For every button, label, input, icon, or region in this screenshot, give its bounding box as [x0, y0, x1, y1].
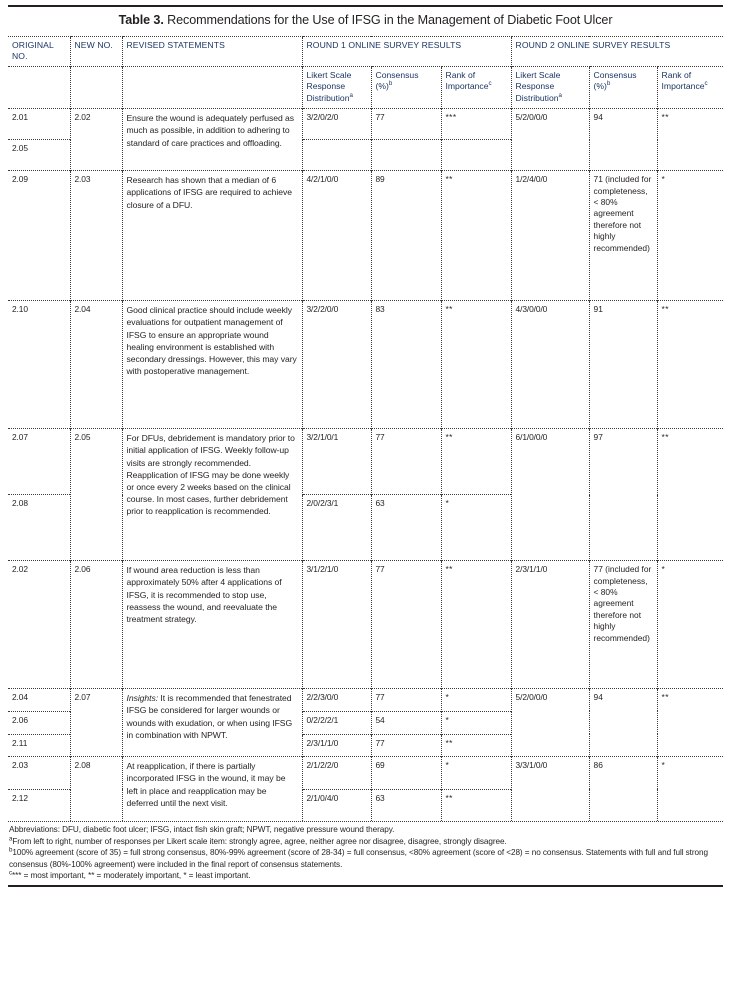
- table-header-row: [8, 37, 723, 67]
- statement-text: For DFUs, debridement is mandatory prior to initial application of IFSG. Weekly follow-up visits are strongly recommended. Reapplication of IFSG may be done weekly or once every 2 weeks based on the clinical course. In most cases, further debridement prior to reapplication is recommended.: [126, 433, 295, 517]
- cell-round2-likert: 5/2/0/0/0: [511, 689, 589, 757]
- footnote-marker-a: a: [349, 91, 353, 99]
- cell-new-no: 2.06: [70, 561, 122, 689]
- cell-original-no: 2.09: [8, 171, 70, 301]
- footnote-marker-c: c: [704, 80, 708, 88]
- cell-original-no: 2.05: [8, 140, 70, 171]
- col-header-revised-statements: REVISED STATEMENTS: [122, 37, 302, 67]
- statement-text: If wound area reduction is less than approximately 50% after 4 applications of IFSG, it is recommended to stop use, reassess the wound, and reevaluate the treatment strategy.: [126, 565, 282, 625]
- cell-original-no: 2.03: [8, 757, 70, 789]
- cell-new-no: 2.02: [70, 109, 122, 171]
- subheader-r1-consensus-text: Consensus (%): [375, 70, 419, 92]
- table-row: [8, 109, 723, 140]
- statement-text: At reapplication, if there is partially incorporated IFSG in the wound, it may be left in place and reapplication may be deferred until the next visit.: [126, 761, 286, 808]
- cell-round1-consensus: 63: [371, 495, 441, 561]
- cell-round1-consensus: 77: [371, 734, 441, 757]
- cell-round1-likert: 3/1/2/1/0: [302, 561, 371, 689]
- subheader-r2-likert-text: Likert Scale Response Distribution: [515, 70, 561, 103]
- cell-round2-rank: *: [657, 757, 723, 821]
- footnote-marker-c: c: [488, 80, 492, 88]
- statement-italic-lead: Insights:: [126, 693, 159, 704]
- subheader-blank-new: [70, 67, 122, 109]
- recommendations-table: [8, 36, 723, 821]
- table-body: [8, 109, 723, 821]
- cell-round2-rank: *: [657, 561, 723, 689]
- col-header-new-no: NEW NO.: [70, 37, 122, 67]
- cell-round1-consensus: 77: [371, 109, 441, 140]
- cell-round1-consensus: 69: [371, 757, 441, 789]
- subheader-r2-rank-text: Rank of Importance: [661, 70, 705, 92]
- subheader-r2-rank: [657, 67, 723, 109]
- footnote-c-marker: c: [9, 869, 13, 877]
- cell-original-no: 2.12: [8, 789, 70, 821]
- table-top-rule: [8, 5, 723, 7]
- footnote-c: [9, 870, 725, 882]
- cell-revised-statement: [122, 689, 302, 757]
- cell-round2-consensus: 77 (included for completeness, < 80% agreement therefore not highly recommended): [589, 561, 657, 689]
- cell-revised-statement: [122, 757, 302, 821]
- footnote-abbreviations: Abbreviations: DFU, diabetic foot ulcer; IFSG, intact fish skin graft; NPWT, negative pressure wound therapy.: [9, 825, 395, 834]
- cell-new-no: 2.08: [70, 757, 122, 821]
- statement-text: Research has shown that a median of 6 applications of IFSG are required to achieve closure of a DFU.: [126, 175, 292, 210]
- cell-revised-statement: [122, 561, 302, 689]
- cell-round1-rank: **: [441, 429, 511, 495]
- cell-round1-consensus: 77: [371, 689, 441, 712]
- col-header-round-2: ROUND 2 ONLINE SURVEY RESULTS: [511, 37, 723, 67]
- subheader-r2-consensus: [589, 67, 657, 109]
- cell-round2-consensus: 94: [589, 109, 657, 171]
- footnote-b-text: 100% agreement (score of 35) = full strong consensus, 80%-99% agreement (score of 28-34) = full consensus, <80% agreement (score of <28) = no consensus. Statements with full and full strong consensus (80%-100% agreement) were included in the final report of consensus statements.: [9, 848, 708, 869]
- table-row: [8, 301, 723, 429]
- table-caption-text: Recommendations for the Use of IFSG in the Management of Diabetic Foot Ulcer: [163, 13, 613, 27]
- table-row: [8, 689, 723, 712]
- cell-new-no: 2.03: [70, 171, 122, 301]
- cell-original-no: 2.01: [8, 109, 70, 140]
- footnote-marker-a: a: [558, 91, 562, 99]
- subheader-r1-likert-text: Likert Scale Response Distribution: [306, 70, 352, 103]
- cell-round1-consensus: 89: [371, 171, 441, 301]
- cell-original-no: 2.08: [8, 495, 70, 561]
- table-row: [8, 757, 723, 789]
- subheader-blank-statements: [122, 67, 302, 109]
- footnote-c-text: *** = most important, ** = moderately important, * = least important.: [12, 871, 251, 881]
- cell-round2-likert: 1/2/4/0/0: [511, 171, 589, 301]
- cell-round1-consensus: 63: [371, 789, 441, 821]
- cell-round1-likert: 4/2/1/0/0: [302, 171, 371, 301]
- table-row: [8, 171, 723, 301]
- cell-round2-consensus: 86: [589, 757, 657, 821]
- col-header-original-no: ORIGINAL NO.: [8, 37, 70, 67]
- cell-round1-likert: 2/3/1/1/0: [302, 734, 371, 757]
- cell-new-no: 2.05: [70, 429, 122, 561]
- subheader-r1-likert: [302, 67, 371, 109]
- cell-round1-consensus: 54: [371, 711, 441, 734]
- cell-original-no: 2.06: [8, 711, 70, 734]
- cell-round1-likert: 3/2/2/0/0: [302, 301, 371, 429]
- cell-round1-rank: **: [441, 171, 511, 301]
- cell-revised-statement: [122, 109, 302, 171]
- statement-text: It is recommended that fenestrated IFSG be considered for larger wounds or wounds with exudation, or when using IFSG in combination with NPWT.: [126, 693, 293, 740]
- cell-round1-likert: 3/2/0/2/0: [302, 109, 371, 140]
- cell-round2-consensus: 94: [589, 689, 657, 757]
- footnote-a: [9, 836, 725, 848]
- statement-text: Good clinical practice should include weekly evaluations for outpatient management of IFSG to ensure an appropriate wound healing environment is established with secondary dressings. However, this may vary with postoperative management.: [126, 305, 297, 377]
- footnote-separator: [8, 821, 723, 822]
- cell-round1-likert: 2/1/2/2/0: [302, 757, 371, 789]
- cell-round2-likert: 4/3/0/0/0: [511, 301, 589, 429]
- footnote-a-marker: a: [9, 834, 13, 842]
- cell-original-no: 2.04: [8, 689, 70, 712]
- subheader-r1-rank-text: Rank of Importance: [445, 70, 489, 92]
- subheader-r1-consensus: [371, 67, 441, 109]
- col-header-round-1: ROUND 1 ONLINE SURVEY RESULTS: [302, 37, 511, 67]
- cell-round1-rank: *: [441, 757, 511, 789]
- table-subheader-row: [8, 67, 723, 109]
- cell-round2-rank: **: [657, 301, 723, 429]
- cell-round1-rank: **: [441, 789, 511, 821]
- cell-round2-consensus: 91: [589, 301, 657, 429]
- table-bottom-rule: [8, 885, 723, 887]
- footnotes-block: [9, 824, 725, 882]
- subheader-blank-original: [8, 67, 70, 109]
- cell-round2-rank: **: [657, 429, 723, 561]
- cell-round1-likert: 2/1/0/4/0: [302, 789, 371, 821]
- footnote-b: [9, 847, 725, 870]
- cell-round1-likert: 2/2/3/0/0: [302, 689, 371, 712]
- cell-round1-rank: **: [441, 734, 511, 757]
- cell-new-no: 2.07: [70, 689, 122, 757]
- cell-revised-statement: [122, 429, 302, 561]
- cell-original-no: 2.02: [8, 561, 70, 689]
- cell-round2-consensus: 97: [589, 429, 657, 561]
- cell-round1-rank: **: [441, 301, 511, 429]
- cell-round1-consensus: 83: [371, 301, 441, 429]
- cell-original-no: 2.10: [8, 301, 70, 429]
- cell-round2-likert: 2/3/1/1/0: [511, 561, 589, 689]
- cell-round1-rank: ***: [441, 109, 511, 140]
- cell-round1-likert: 2/0/2/3/1: [302, 495, 371, 561]
- table-caption-label: Table 3.: [118, 13, 164, 27]
- cell-round2-rank: **: [657, 689, 723, 757]
- cell-original-no: 2.11: [8, 734, 70, 757]
- table-row: [8, 429, 723, 495]
- footnote-a-text: From left to right, number of responses per Likert scale item: strongly agree, agree, neither agree nor disagree, disagree, strongly disagree.: [12, 836, 507, 846]
- cell-original-no: 2.07: [8, 429, 70, 495]
- cell-round1-rank: *: [441, 495, 511, 561]
- cell-round2-rank: *: [657, 171, 723, 301]
- cell-round1-rank: [441, 140, 511, 171]
- cell-round2-likert: 6/1/0/0/0: [511, 429, 589, 561]
- cell-round2-likert: 5/2/0/0/0: [511, 109, 589, 171]
- cell-revised-statement: [122, 171, 302, 301]
- cell-round1-rank: *: [441, 711, 511, 734]
- subheader-r1-rank: [441, 67, 511, 109]
- cell-round1-rank: **: [441, 561, 511, 689]
- cell-round1-likert: 3/2/1/0/1: [302, 429, 371, 495]
- cell-round1-rank: *: [441, 689, 511, 712]
- cell-round1-likert: 0/2/2/2/1: [302, 711, 371, 734]
- cell-round2-rank: **: [657, 109, 723, 171]
- footnote-b-marker: b: [9, 846, 13, 854]
- cell-revised-statement: [122, 301, 302, 429]
- subheader-r2-likert: [511, 67, 589, 109]
- statement-text: Ensure the wound is adequately perfused as much as possible, in addition to adhering to standard of care practices and offloading.: [126, 113, 295, 148]
- cell-round1-consensus: 77: [371, 429, 441, 495]
- cell-round1-likert: [302, 140, 371, 171]
- cell-round2-likert: 3/3/1/0/0: [511, 757, 589, 821]
- subheader-r2-consensus-text: Consensus (%): [593, 70, 637, 92]
- table-caption: [8, 12, 723, 28]
- table-row: [8, 561, 723, 689]
- cell-round2-consensus: 71 (included for completeness, < 80% agreement therefore not highly recommended): [589, 171, 657, 301]
- cell-round1-consensus: [371, 140, 441, 171]
- cell-round1-consensus: 77: [371, 561, 441, 689]
- footnote-marker-b: b: [606, 80, 611, 88]
- footnote-marker-b: b: [388, 80, 393, 88]
- cell-new-no: 2.04: [70, 301, 122, 429]
